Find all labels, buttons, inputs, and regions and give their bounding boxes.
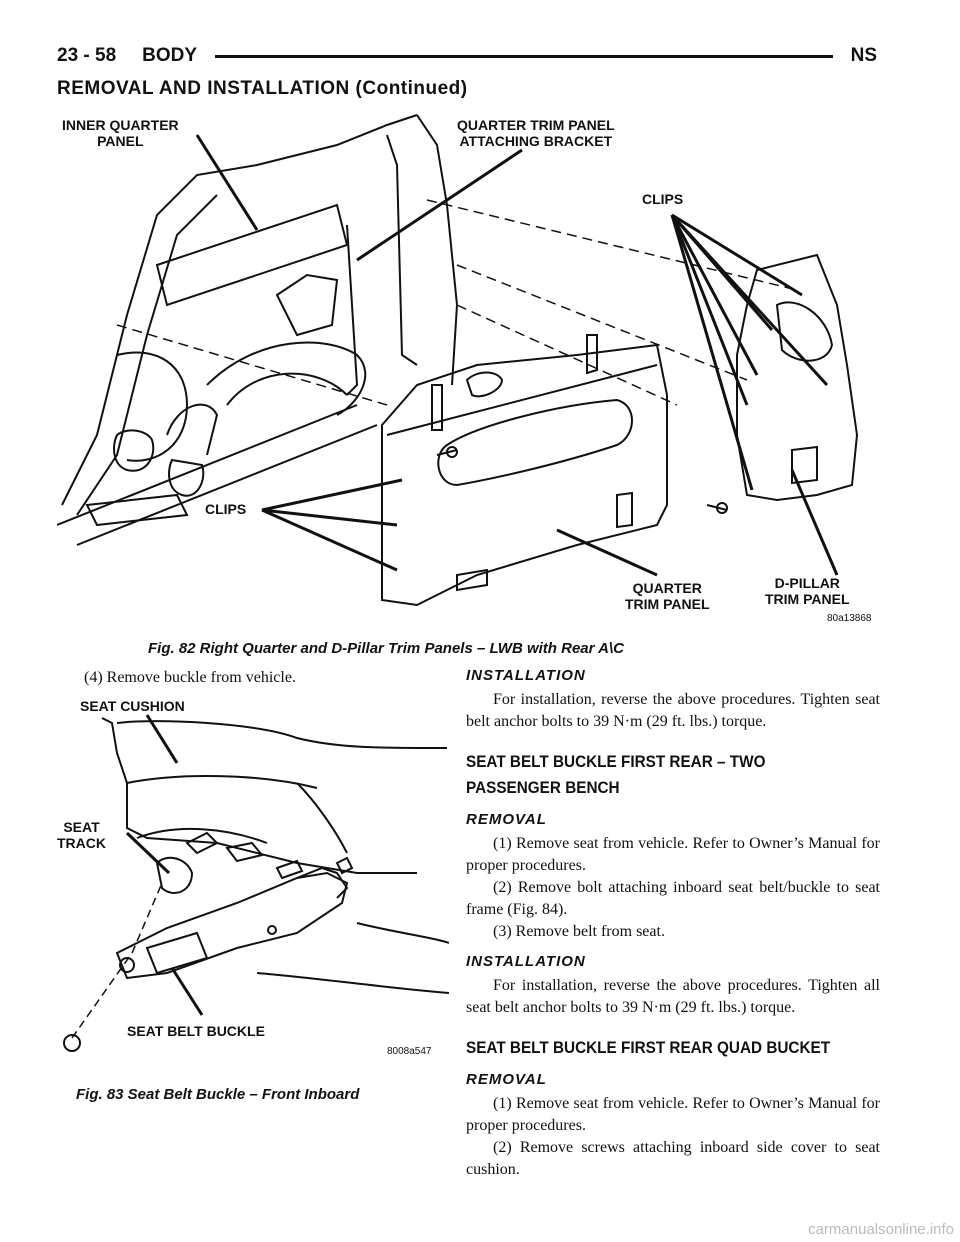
- figure-82-drawing: [57, 105, 887, 635]
- section-heading-two-passenger-bench: SEAT BELT BUCKLE FIRST REAR – TWO PASSENGER BENCH: [466, 752, 766, 797]
- label-seat-track: SEAT TRACK: [57, 819, 106, 851]
- removal-3-step-1: (1) Remove seat from vehicle. Refer to Owner’s Manual for proper procedures.: [466, 1095, 880, 1134]
- label-quarter-trim-panel: QUARTER TRIM PANEL: [625, 580, 710, 612]
- label-seat-cushion: SEAT CUSHION: [80, 698, 185, 714]
- removal-heading-2: REMOVAL: [466, 811, 547, 828]
- removal-2-step-1: (1) Remove seat from vehicle. Refer to Owner’s Manual for proper procedures.: [466, 835, 880, 874]
- label-clips-left: CLIPS: [205, 501, 247, 517]
- section-name: BODY: [142, 45, 198, 66]
- installation-heading-1: INSTALLATION: [466, 667, 586, 684]
- watermark: carmanualsonline.info: [808, 1221, 954, 1238]
- figure-82-code: 80a13868: [827, 613, 872, 624]
- section-heading-quad-bucket: SEAT BELT BUCKLE FIRST REAR QUAD BUCKET: [466, 1038, 831, 1057]
- left-column: [57, 667, 447, 689]
- label-inner-quarter-panel: INNER QUARTER PANEL: [62, 117, 179, 149]
- model-code: NS: [850, 45, 877, 66]
- removal-3-step-2: (2) Remove screws attaching inboard side cover to seat cushion.: [466, 1139, 880, 1178]
- removal-2-step-3: (3) Remove belt from seat.: [493, 923, 665, 940]
- figure-83: [57, 693, 449, 1073]
- removal-heading-3: REMOVAL: [466, 1071, 547, 1088]
- continued-title: REMOVAL AND INSTALLATION (Continued): [57, 78, 468, 99]
- figure-83-drawing: [57, 693, 449, 1073]
- header-rule: [215, 55, 833, 58]
- figure-82-caption: Fig. 82 Right Quarter and D-Pillar Trim Panels – LWB with Rear A\C: [148, 640, 624, 657]
- figure-82: [57, 105, 887, 635]
- figure-83-code: 8008a547: [387, 1046, 432, 1057]
- right-column: [466, 665, 880, 1181]
- installation-text-1: For installation, reverse the above procedures. Tighten seat belt anchor bolts to 39 N·m (29 ft. lbs.) torque.: [466, 691, 880, 730]
- step-4: (4) Remove buckle from vehicle.: [84, 669, 296, 686]
- installation-text-2: For installation, reverse the above procedures. Tighten all seat belt anchor bolts to 39 N·m (29 ft. lbs.) torque.: [466, 977, 880, 1016]
- label-clips-right: CLIPS: [642, 191, 684, 207]
- page-header: [57, 44, 877, 68]
- label-seat-belt-buckle: SEAT BELT BUCKLE: [127, 1023, 265, 1039]
- label-d-pillar-trim-panel: D-PILLAR TRIM PANEL: [765, 575, 850, 607]
- figure-83-caption: Fig. 83 Seat Belt Buckle – Front Inboard: [76, 1086, 360, 1103]
- label-trim-bracket: QUARTER TRIM PANEL ATTACHING BRACKET: [457, 117, 615, 149]
- removal-2-step-2: (2) Remove bolt attaching inboard seat belt/buckle to seat frame (Fig. 84).: [466, 879, 880, 918]
- installation-heading-2: INSTALLATION: [466, 953, 586, 970]
- page-number: 23 - 58: [57, 45, 117, 66]
